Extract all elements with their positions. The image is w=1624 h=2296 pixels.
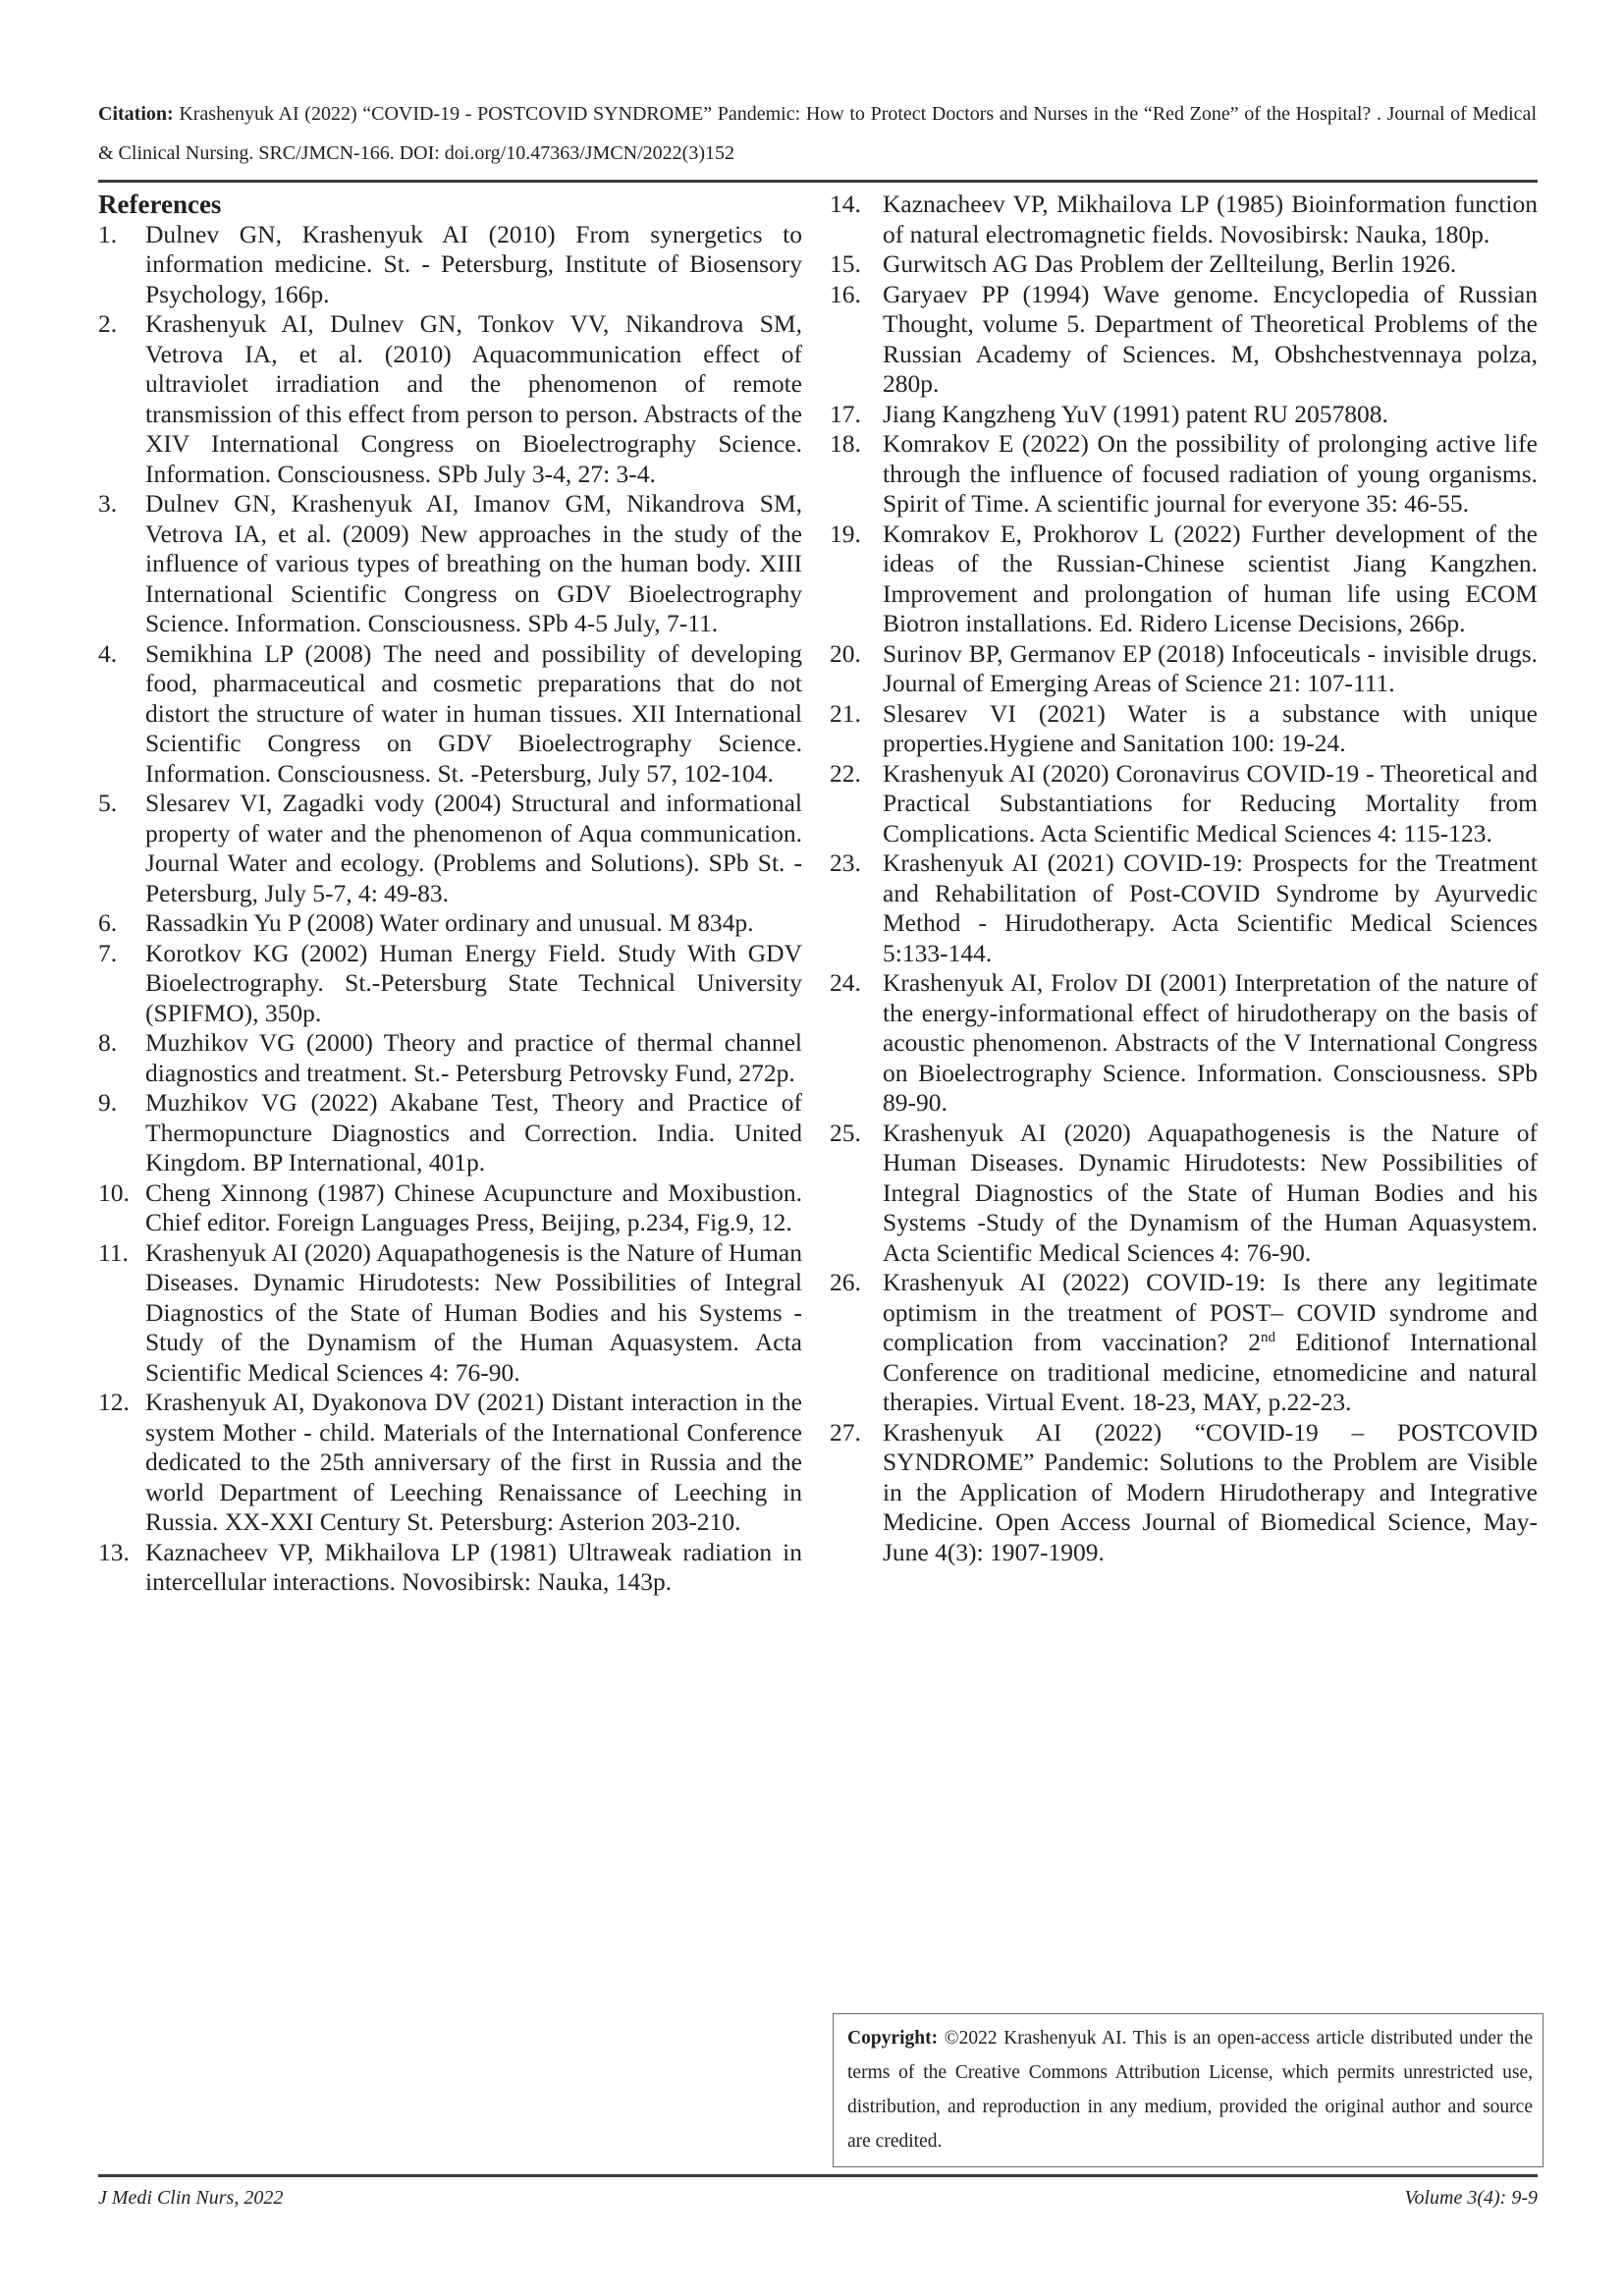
reference-number: 14. <box>830 190 861 218</box>
copyright-text: ©2022 Krashenyuk AI. This is an open-access article distributed under the terms of the Creative Commons Attribution License, which permits unrestricted use, distribution, and reproduction in any medium, provided the original author and source are credited. <box>847 2028 1533 2152</box>
reference-item <box>830 1418 1538 1568</box>
reference-text: Krashenyuk AI, Dulnev GN, Tonkov VV, Nikandrova SM, Vetrova IA, et al. (2010) Aquacommunication effect of ultraviolet irradiation and the phenomenon of remote transmission of this effect from person to person. Abstracts of the XIV International Congress on Bioelectrography Science. Information. Consciousness. SPb July 3-4, 27: 3-4. <box>145 309 802 488</box>
reference-text: Krashenyuk AI (2021) COVID-19: Prospects for the Treatment and Rehabilitation of Post-COVID Syndrome by Ayurvedic Method - Hirudotherapy. Acta Scientific Medical Sciences 5:133-144. <box>883 848 1538 967</box>
reference-text: Krashenyuk AI (2020) Coronavirus COVID-19 - Theoretical and Practical Substantiations for Reducing Mortality from Complications. Acta Scientific Medical Sciences 4: 115-123. <box>883 758 1538 847</box>
reference-number: 5. <box>98 789 118 817</box>
footer-volume: Volume 3(4): 9-9 <box>1404 2187 1538 2209</box>
citation-label: Citation: <box>98 103 174 125</box>
reference-text: Korotkov KG (2002) Human Energy Field. Study With GDV Bioelectrography. St.-Petersburg State Technical University (SPIFMO), 350p. <box>145 938 802 1027</box>
reference-number: 18. <box>830 429 861 458</box>
reference-number: 7. <box>98 938 118 967</box>
reference-text: Komrakov E, Prokhorov L (2022) Further development of the ideas of the Russian-Chinese scientist Jiang Kangzhen. Improvement and prolongation of human life using ECOM Biotron installations. Ed. Ridero License Decisions, 266p. <box>883 519 1538 637</box>
reference-item <box>98 220 802 310</box>
reference-number: 2. <box>98 309 118 338</box>
copyright-label: Copyright: <box>847 2028 939 2049</box>
reference-number: 4. <box>98 638 118 668</box>
footer-divider <box>98 2174 1538 2177</box>
reference-text: Kaznacheev VP, Mikhailova LP (1981) Ultraweak radiation in intercellular interactions. Novosibirsk: Nauka, 143p. <box>145 1537 802 1596</box>
reference-item <box>830 429 1538 519</box>
reference-number: 23. <box>830 848 861 877</box>
reference-item <box>830 190 1538 249</box>
reference-number: 19. <box>830 519 861 548</box>
reference-number: 6. <box>98 908 118 937</box>
reference-text: Muzhikov VG (2000) Theory and practice of thermal channel diagnostics and treatment. St.- Petersburg Petrovsky Fund, 272p. <box>145 1028 802 1087</box>
reference-text: Jiang Kangzheng YuV (1991) patent RU 2057808. <box>883 399 1388 428</box>
reference-number: 8. <box>98 1028 118 1057</box>
header-divider <box>98 180 1538 183</box>
reference-text <box>883 1268 1538 1416</box>
reference-text: Rassadkin Yu P (2008) Water ordinary and unusual. M 834p. <box>145 908 754 937</box>
reference-list-left <box>98 220 802 1598</box>
reference-item <box>98 1028 802 1088</box>
reference-item <box>830 400 1538 430</box>
reference-number: 3. <box>98 489 118 518</box>
footer-journal: J Medi Clin Nurs, 2022 <box>98 2187 284 2209</box>
reference-item <box>98 309 802 489</box>
reference-item <box>830 519 1538 639</box>
citation-text: Krashenyuk AI (2022) “COVID-19 - POSTCOVID SYNDROME” Pandemic: How to Protect Doctors and Nurses in the “Red Zone” of the Hospital? . Journal of Medical & Clinical Nursing. SRC/JMCN-166. DOI: doi.org/10.47363/JMCN/2022(3)152 <box>98 103 1537 164</box>
reference-text: Semikhina LP (2008) The need and possibility of developing food, pharmaceutical and cosmetic preparations that do not distort the structure of water in human tissues. XII International Scientific Congress on GDV Bioelectrography Science. Information. Consciousness. St. -Petersburg, July 57, 102-104. <box>145 638 802 788</box>
reference-item <box>830 1268 1538 1418</box>
reference-text: Slesarev VI (2021) Water is a substance with unique properties.Hygiene and Sanitation 100: 19-24. <box>883 698 1538 757</box>
ordinal-superscript: nd <box>1260 1330 1275 1345</box>
reference-item <box>830 968 1538 1119</box>
references-heading: References <box>98 190 222 219</box>
reference-number: 16. <box>830 279 861 308</box>
reference-text: Krashenyuk AI (2022) “COVID-19 – POSTCOVID SYNDROME” Pandemic: Solutions to the Problem are Visible in the Application of Modern Hirudotherapy and Integrative Medicine. Open Access Journal of Biomedical Science, May-June 4(3): 1907-1909. <box>883 1417 1538 1566</box>
references-column-right <box>830 190 1538 1567</box>
reference-item <box>830 759 1538 849</box>
reference-item <box>830 280 1538 400</box>
reference-text-part: Krashenyuk AI (2022) COVID-19: Is there any legitimate optimism in the treatment of POST– COVID syndrome and complication from vaccination? 2 <box>883 1268 1538 1356</box>
reference-number: 10. <box>98 1177 130 1207</box>
references-column-left <box>98 190 802 1598</box>
reference-number: 22. <box>830 758 861 788</box>
reference-text: Krashenyuk AI, Frolov DI (2001) Interpretation of the nature of the energy-informational effect of hirudotherapy on the basis of acoustic phenomenon. Abstracts of the V International Congress on Bioelectrography Science. Information. Consciousness. SPb 89-90. <box>883 968 1538 1117</box>
reference-text-part: Editionof International Conference on traditional medicine, etnomedicine and natural therapies. Virtual Event. 18-23, MAY, p.22-23. <box>883 1328 1538 1416</box>
reference-number: 1. <box>98 219 118 248</box>
reference-item <box>98 489 802 639</box>
reference-text: Krashenyuk AI, Dyakonova DV (2021) Distant interaction in the system Mother - child. Materials of the International Conference dedicated to the 25th anniversary of the first in Russia and the world Department of Leeching Renaissance of Leeching in Russia. XX-XXI Century St. Petersburg: Asterion 203-210. <box>145 1388 802 1536</box>
reference-text: Dulnev GN, Krashenyuk AI, Imanov GM, Nikandrova SM, Vetrova IA, et al. (2009) New approaches in the study of the influence of various types of breathing on the human body. XIII International Scientific Congress on GDV Bioelectrography Science. Information. Consciousness. SPb 4-5 July, 7-11. <box>145 489 802 637</box>
reference-item <box>98 939 802 1029</box>
reference-item <box>98 1088 802 1178</box>
reference-number: 24. <box>830 968 861 997</box>
reference-number: 11. <box>98 1237 129 1267</box>
reference-item <box>98 1538 802 1598</box>
reference-text: Dulnev GN, Krashenyuk AI (2010) From synergetics to information medicine. St. - Petersburg, Institute of Biosensory Psychology, 166p. <box>145 219 802 308</box>
reference-number: 26. <box>830 1268 861 1296</box>
reference-number: 15. <box>830 249 861 278</box>
reference-text: Garyaev PP (1994) Wave genome. Encyclopedia of Russian Thought, volume 5. Department of Theoretical Problems of the Russian Academy of Sciences. M, Obshchestvennaya polza, 280p. <box>883 279 1538 398</box>
reference-item <box>98 1388 802 1538</box>
reference-item <box>98 1238 802 1389</box>
reference-number: 9. <box>98 1088 118 1117</box>
reference-item <box>98 1178 802 1238</box>
reference-item <box>830 1119 1538 1269</box>
reference-item <box>830 639 1538 699</box>
reference-number: 12. <box>98 1388 130 1416</box>
reference-number: 13. <box>98 1537 130 1566</box>
reference-number: 17. <box>830 399 861 428</box>
reference-text: Krashenyuk AI (2020) Aquapathogenesis is the Nature of Human Diseases. Dynamic Hirudotests: New Possibilities of Integral Diagnostics of the State of Human Bodies and his Systems -Study of the Dynamism of the Human Aquasystem. Acta Scientific Medical Sciences 4: 76-90. <box>883 1118 1538 1267</box>
reference-number: 21. <box>830 698 861 728</box>
reference-item <box>98 639 802 790</box>
reference-number: 27. <box>830 1417 861 1447</box>
reference-number: 25. <box>830 1118 861 1147</box>
reference-text: Kaznacheev VP, Mikhailova LP (1985) Bioinformation function of natural electromagnetic fields. Novosibirsk: Nauka, 180p. <box>883 190 1538 248</box>
copyright-box <box>833 2013 1543 2167</box>
reference-text: Komrakov E (2022) On the possibility of prolonging active life through the influence of focused radiation of young organisms. Spirit of Time. A scientific journal for everyone 35: 46-55. <box>883 429 1538 518</box>
reference-item <box>830 249 1538 280</box>
reference-text: Cheng Xinnong (1987) Chinese Acupuncture and Moxibustion. Chief editor. Foreign Languages Press, Beijing, p.234, Fig.9, 12. <box>145 1177 802 1236</box>
reference-text: Slesarev VI, Zagadki vody (2004) Structural and informational property of water and the phenomenon of Aqua communication. Journal Water and ecology. (Problems and Solutions). SPb St. -Petersburg, July 5-7, 4: 49-83. <box>145 789 802 907</box>
reference-list-right <box>830 190 1538 1567</box>
reference-text: Surinov BP, Germanov EP (2018) Infoceuticals - invisible drugs. Journal of Emerging Areas of Science 21: 107-111. <box>883 638 1538 697</box>
reference-item <box>830 699 1538 759</box>
reference-text: Krashenyuk AI (2020) Aquapathogenesis is the Nature of Human Diseases. Dynamic Hirudotests: New Possibilities of Integral Diagnostics of the State of Human Bodies and his Systems -Study of the Dynamism of the Human Aquasystem. Acta Scientific Medical Sciences 4: 76-90. <box>145 1237 802 1387</box>
citation-header <box>98 94 1537 173</box>
reference-item <box>830 848 1538 968</box>
reference-item <box>98 789 802 908</box>
reference-text: Gurwitsch AG Das Problem der Zellteilung, Berlin 1926. <box>883 249 1457 278</box>
reference-item <box>98 908 802 939</box>
reference-number: 20. <box>830 638 861 668</box>
reference-text: Muzhikov VG (2022) Akabane Test, Theory and Practice of Thermopuncture Diagnostics and Correction. India. United Kingdom. BP International, 401p. <box>145 1088 802 1176</box>
